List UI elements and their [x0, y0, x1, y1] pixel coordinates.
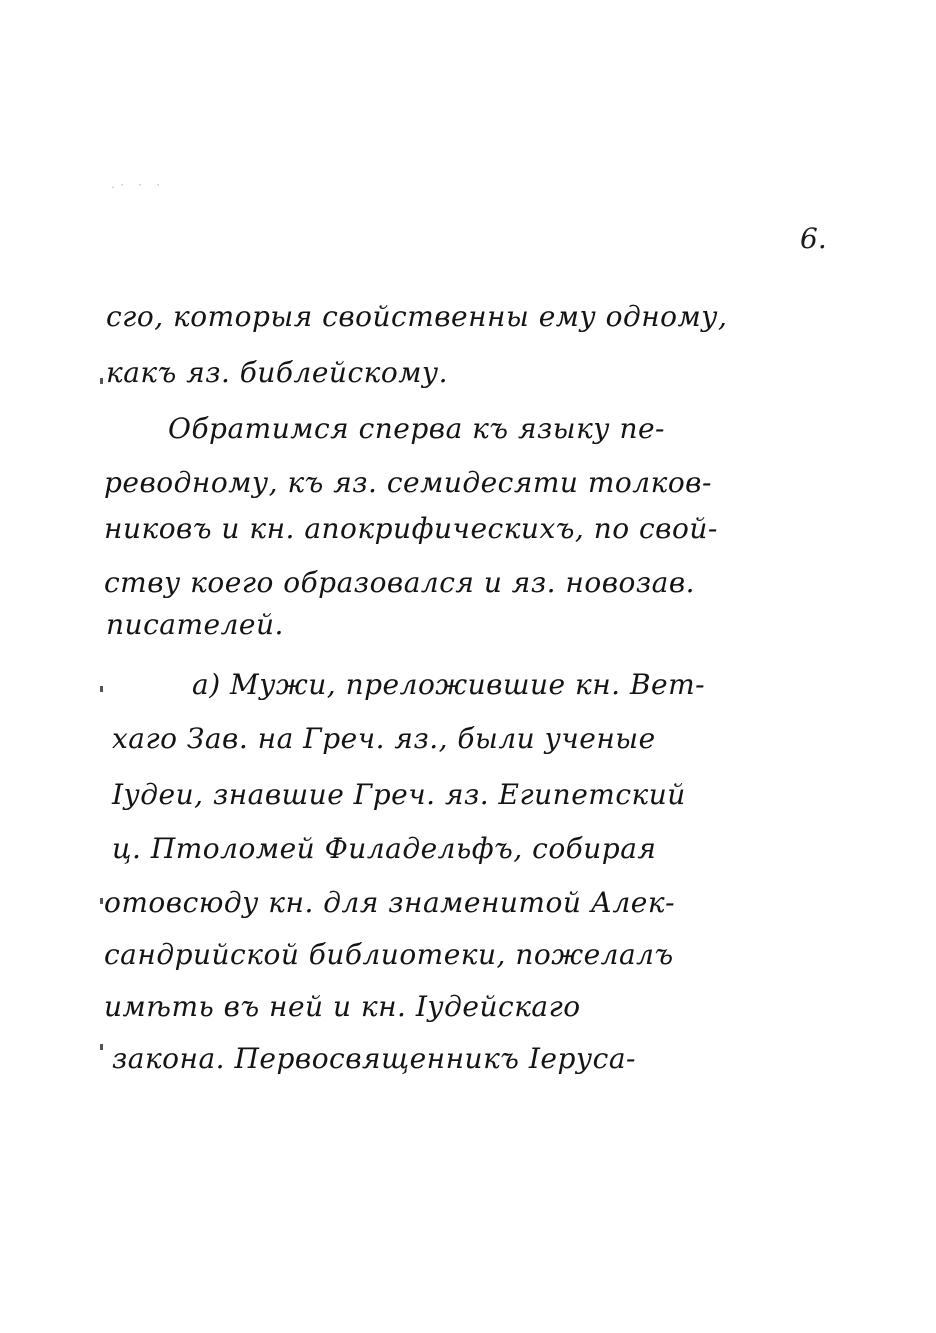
paper-specks: .· · ·	[110, 180, 165, 191]
text-line: реводному, къ яз. семидесяти толков-	[104, 466, 712, 499]
text-line: сандрийской библиотеки, пожелалъ	[104, 938, 674, 971]
margin-mark	[100, 1044, 103, 1050]
text-line: хаго Зав. на Греч. яз., были ученые	[112, 722, 656, 755]
text-line: никовъ и кн. апокрифическихъ, по свой-	[104, 512, 718, 545]
text-line: писателей.	[106, 608, 284, 641]
text-line: а) Мужи, преложившие кн. Вет-	[192, 668, 706, 701]
text-line: Обратимся сперва къ языку пе-	[168, 412, 666, 445]
margin-mark	[100, 898, 103, 904]
text-line: отовсюду кн. для знаменитой Алек-	[104, 886, 676, 919]
text-line: какъ яз. библейскому.	[106, 356, 449, 389]
text-line: ству коего образовался и яз. новозав.	[104, 566, 696, 599]
text-line: ц. Птоломей Филадельфъ, собирая	[112, 832, 657, 865]
text-line: закона. Первосвященникъ Іеруса-	[112, 1042, 636, 1075]
text-line: сго, которыя свойственны ему одному,	[106, 300, 728, 333]
margin-mark	[100, 686, 103, 692]
text-line: Іудеи, знавшие Греч. яз. Египетский	[112, 778, 686, 811]
margin-mark	[100, 378, 103, 384]
text-line: имѣть въ ней и кн. Іудейскаго	[104, 990, 581, 1023]
page-number: 6.	[800, 222, 827, 255]
